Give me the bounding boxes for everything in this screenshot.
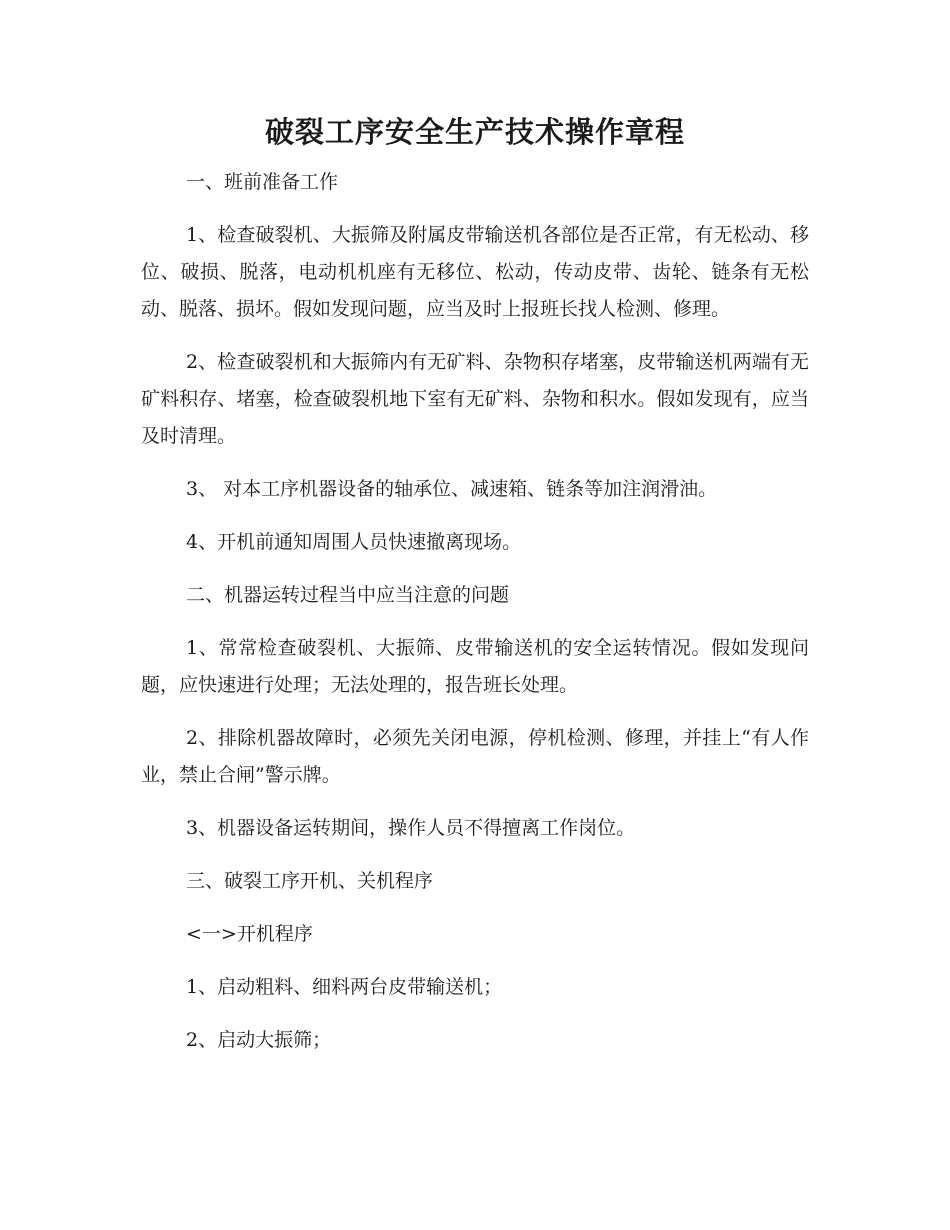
document-title: 破裂工序安全生产技术操作章程 — [264, 115, 685, 149]
paragraph: 1、检查破裂机、大振筛及附属皮带输送机各部位是否正常，有无松动、移位、破损、脱落，电动机机座有无移位、松动，传动皮带、齿轮、链条有无松动、脱落、损坏。假如发现问题，应当及时上报班长找人检测、修理。 — [141, 224, 809, 320]
section-heading-prep: 一、班前准备工作 — [186, 171, 339, 193]
paragraph: 2、检查破裂机和大振筛内有无矿料、杂物积存堵塞，皮带输送机两端有无矿料积存、堵塞，检查破裂机地下室有无矿料、杂物和积水。假如发现有，应当及时清理。 — [141, 351, 809, 447]
paragraph: 2、排除机器故障时，必须先关闭电源，停机检测、修理，并挂上“有人作业，禁止合闸”警示牌。 — [141, 727, 809, 786]
section-heading-running: 二、机器运转过程当中应当注意的问题 — [186, 584, 510, 606]
document-body — [141, 164, 809, 1075]
section-heading-procedure: 三、破裂工序开机、关机程序 — [186, 870, 434, 892]
paragraph: 1、启动粗料、细料两台皮带输送机； — [186, 976, 503, 998]
paragraph: 1、常常检查破裂机、大振筛、皮带输送机的安全运转情况。假如发现问题，应快速进行处理；无法处理的，报告班长处理。 — [141, 637, 809, 696]
paragraph: 3、 对本工序机器设备的轴承位、减速箱、链条等加注润滑油。 — [186, 478, 718, 500]
subsection-heading-startup: <一>开机程序 — [186, 923, 313, 945]
paragraph: 4、开机前通知周围人员快速撤离现场。 — [186, 531, 522, 553]
paragraph: 2、启动大振筛； — [186, 1029, 332, 1051]
paragraph: 3、机器设备运转期间，操作人员不得擅离工作岗位。 — [186, 817, 636, 839]
